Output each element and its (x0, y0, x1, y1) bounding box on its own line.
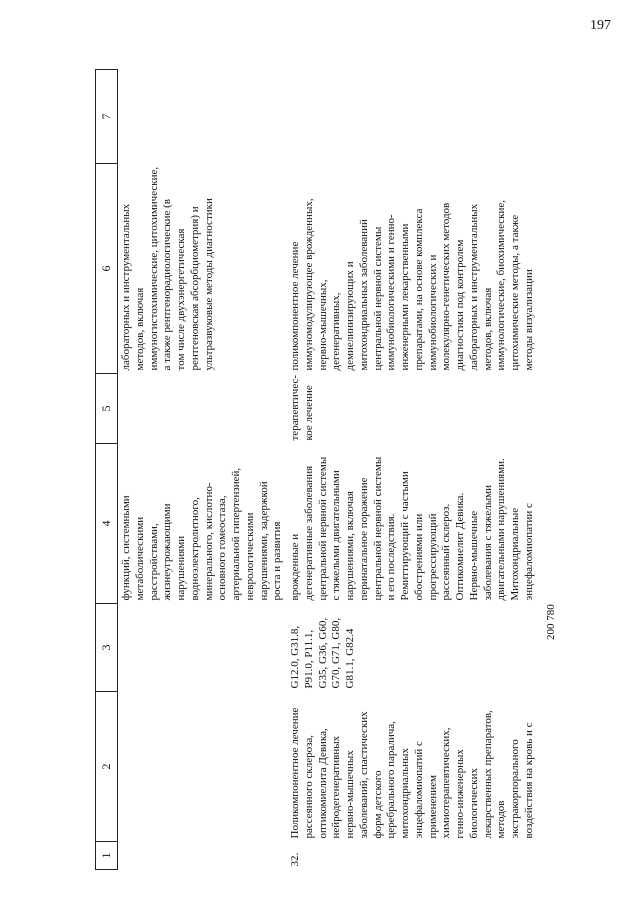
column-header-4: 4 (96, 444, 118, 604)
cell-col7 (118, 70, 288, 164)
table-row (287, 70, 539, 870)
cell-col7 (287, 70, 539, 164)
cell-col2 (118, 692, 288, 842)
row-number: 32. (289, 852, 301, 867)
document-code: 200 780 (545, 604, 557, 640)
column-header-7: 7 (96, 70, 118, 164)
medical-care-table (95, 69, 539, 870)
cell-disease-model: врожденные и дегенеративные заболевания центральной нервной системы с тяжелыми двигательными нарушениями, включая перинатальное поражение центральной нервной системы и его последствия. Ремиттирующий с частыми обострениями или прогрессирующий рассеянный склероз. Оптикомиелит Девика. Нервно-мышечные заболевания с тяжелыми двигательными нарушениями. Митохондриальные энцефаломиопатии с (289, 456, 535, 601)
column-header-3: 3 (96, 604, 118, 692)
cell-col1 (118, 842, 288, 870)
cell-treatment-method: поликомпонентное лечение иммуномодулирующее врожденных, нервно-мышечных, дегенеративных, демиелинизирующих и митохондриальных заболеваний центральной нервной системы иммунобиологическими и генно- инженерными лекарственными препаратами, на основе комплекса иммунобиологических и молекулярно-генетических методов диагностики под контролем лабораторных и инструментальных методов, включая иммунологические, биохимические, цитохимические методы, а также методы визуализации (289, 198, 535, 371)
rotated-table-container (95, 70, 615, 870)
cell-col6: лабораторных и инструментальных методов, включая иммуногистохимические, цитохимические, а также рентгенорадиологические (в том числе двухэнергетическая рентгеновская абсорбциометрия) и ультразвуковые методы диагностики (120, 166, 215, 371)
cell-col4: функций, системными метаболическими расстройствами, жизнеугрожающими нарушениями водноэлектролитного, минерального, кислотно- основного гомеостаза, артериальной гипертензией, неврологическими нарушениями, задержкой роста и развития (120, 467, 284, 601)
cell-care-type: Поликомпонентное лечение рассеянного склероза, оптикомиелита Девика, нейродегенеративных нервно-мышечных заболеваний, спастических форм детского церебрального паралича, митохондриальных энцефаломиопатий с применением химиотерапевтических, генно-инженерных биологических лекарственных препаратов, методов экстракорпорального воздействия на кровь и с (289, 707, 535, 839)
column-header-6: 6 (96, 164, 118, 374)
column-header-2: 2 (96, 692, 118, 842)
column-header-1: 1 (96, 842, 118, 870)
cell-treatment-type: терапевтичес- кое лечение (289, 374, 315, 441)
cell-icd-codes: G12.0, G31.8, P91.0, P11.1, G35, G36, G60, G70, G71, G80, G81.1, G82.4 (289, 617, 356, 689)
page-number: 197 (590, 18, 611, 33)
table-row (118, 70, 288, 870)
column-header-row (96, 70, 118, 870)
column-header-5: 5 (96, 374, 118, 444)
cell-col3 (118, 604, 288, 692)
cell-col5 (118, 374, 288, 444)
